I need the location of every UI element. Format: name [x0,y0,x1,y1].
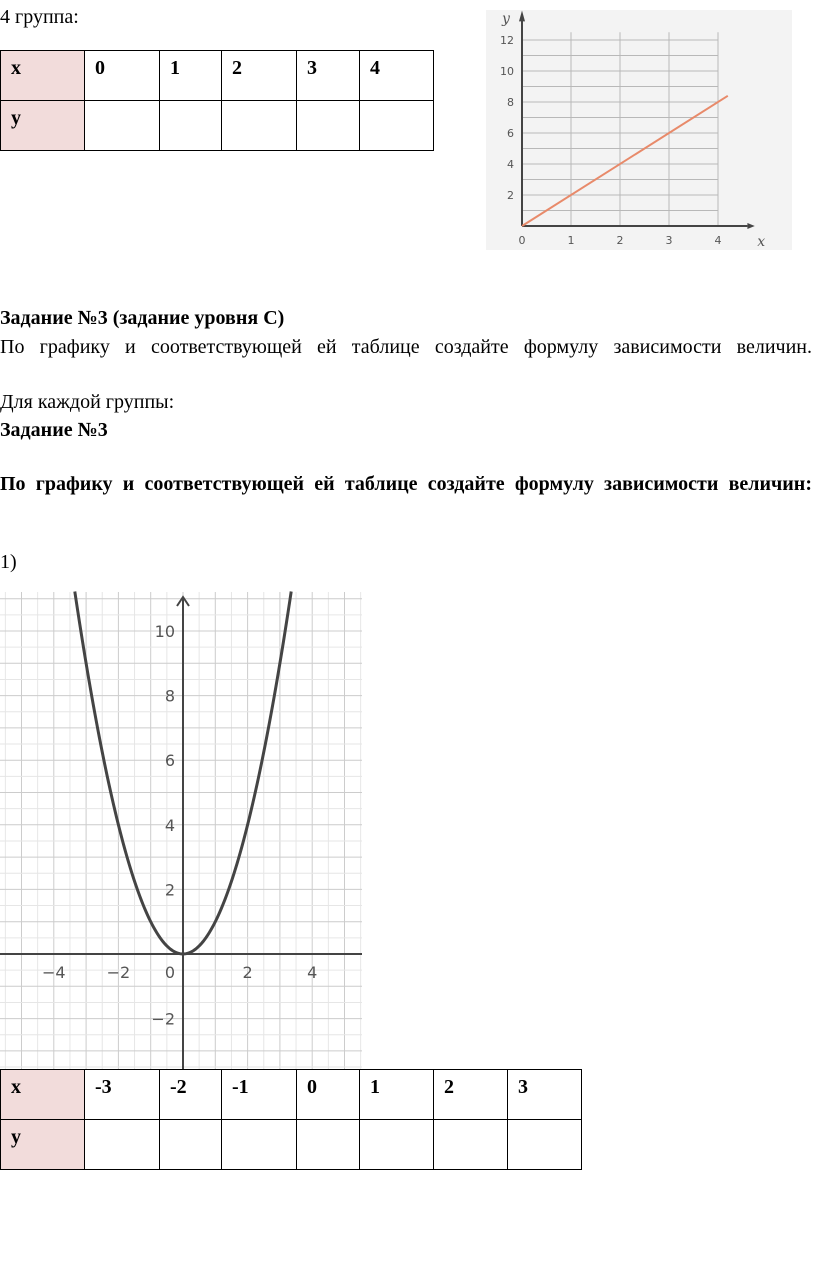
task3-level-c-text: По графику и соответствующей ей таблице создайте формулу зависимости величин. [0,336,812,358]
x-tick-label: 2 [616,234,624,247]
x-tick-label: 3 [665,234,673,247]
y-tick-label: 6 [164,751,175,771]
task3-title: Задание №3 [0,419,108,441]
table-y-empty-cell[interactable] [85,1120,160,1170]
y-tick-label: 2 [507,189,514,202]
group4-values-table: x 0 1 2 3 4 y [0,50,434,151]
y-tick-label: 2 [164,880,175,900]
x-tick-label: 2 [242,963,253,982]
table-y-empty-cell[interactable] [297,1120,360,1170]
item-number: 1) [0,551,17,573]
y-tick-label: 6 [507,127,514,140]
table-y-label-cell: y [1,101,85,151]
y-tick-label: 10 [154,622,175,641]
y-tick-label: 4 [507,158,514,171]
table-x-label-cell: x [1,1070,85,1120]
y-tick-label: 4 [164,815,175,835]
y-axis-label: y [502,10,510,27]
table-y-label-cell: y [1,1120,85,1170]
task3-note: Для каждой группы: [0,391,175,413]
table-x-label-cell: x [1,51,85,101]
x-tick-label: −2 [106,963,131,982]
group4-heading: 4 группа: [0,6,79,28]
group1-values-table: x -3 -2 -1 0 1 2 3 y [0,1069,582,1170]
table-y-empty-cell[interactable] [222,101,297,151]
table-y-empty-cell[interactable] [160,101,222,151]
x-tick-label: 4 [307,963,318,982]
y-tick-label: 8 [164,686,175,706]
task3-text: По графику и соответствующей ей таблице создайте формулу зависимости величин: [0,473,812,495]
y-tick-label: −2 [151,1009,175,1029]
table-y-empty-cell[interactable] [360,1120,434,1170]
x-tick-label: 0 [518,234,526,247]
x-tick-label: 0 [164,963,175,982]
parabola-graph [0,592,362,1070]
x-tick-label: 4 [714,234,722,247]
table-y-empty-cell[interactable] [508,1120,582,1170]
y-tick-label: 12 [500,34,514,47]
x-axis-label: x [757,234,766,250]
table-y-empty-cell[interactable] [222,1120,297,1170]
y-tick-label: 10 [500,65,514,78]
table-y-empty-cell[interactable] [85,101,160,151]
linear-function-graph [486,10,792,250]
task3-level-c-title: Задание №3 (задание уровня С) [0,307,285,329]
x-tick-label [0,963,1,982]
x-tick-label: 1 [567,234,575,247]
table-y-empty-cell[interactable] [297,101,360,151]
table-y-empty-cell[interactable] [434,1120,508,1170]
x-tick-label: −4 [42,963,66,982]
table-y-empty-cell[interactable] [160,1120,222,1170]
table-y-empty-cell[interactable] [360,101,434,151]
y-tick-label: 8 [507,96,514,109]
